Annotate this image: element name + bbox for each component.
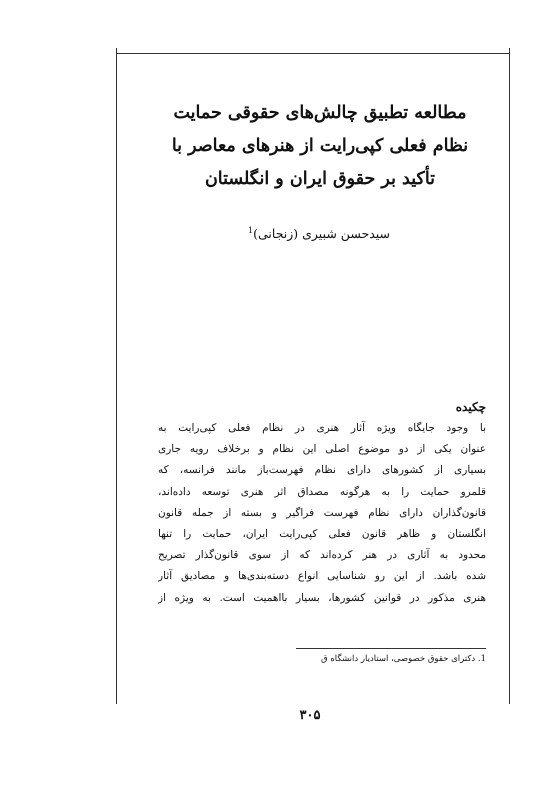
author-name-text: سیدحسن شبیری (زنجانی): [253, 226, 390, 242]
abstract-line: با وجود جایگاه ویژه آثار هنری در نظام فعلی کپی‌رایت به: [158, 422, 486, 434]
title-line-1: مطالعه تطبیق چالش‌های حقوقی حمایت: [173, 103, 467, 123]
abstract-line: هنری مذکور در قوانین کشورها، بسیار بااهمیت است. به ویژه از: [158, 591, 486, 604]
abstract-line: انگلستان و ظاهر قانون فعلی کپی‌رایت ایران، حمایت را تنها: [158, 528, 486, 541]
author-footnote-marker: 1: [248, 226, 254, 235]
abstract-line: قلمرو حمایت را به هرگونه مصداق اثر هنری توسعه داده‌اند،: [158, 485, 486, 498]
page-number: ۳۰۵: [299, 708, 321, 723]
abstract-line: قانون‌گذاران دارای نظام فهرست فراگیر و بسته از جمله قانون: [158, 506, 486, 519]
abstract-body: [158, 418, 486, 609]
footnote-divider: [296, 648, 486, 649]
abstract-heading: چکیده: [455, 400, 486, 414]
article-title: [160, 97, 480, 196]
abstract-line: محدود به آثاری در هنر کرده‌اند که از سوی قانون‌گذار تصریح: [158, 549, 486, 562]
abstract-line: شده باشد. از این رو شناسایی انواع دسته‌بندی‌ها و مصادیق آثار: [158, 570, 486, 583]
abstract-line: بسیاری از کشورهای دارای نظام فهرست‌باز مانند فرانسه، که: [158, 464, 486, 477]
title-line-2: نظام فعلی کپی‌رایت از هنرهای معاصر با: [171, 136, 469, 156]
abstract-line: عنوان یکی از دو موضوع اصلی این نظام و برخلاف رویه جاری: [158, 443, 486, 456]
author-name: [250, 226, 390, 241]
title-line-3: تأکید بر حقوق ایران و انگلستان: [204, 169, 436, 189]
footnote: 1. دکترای حقوق خصوصی، استادیار دانشگاه ق: [321, 654, 486, 664]
